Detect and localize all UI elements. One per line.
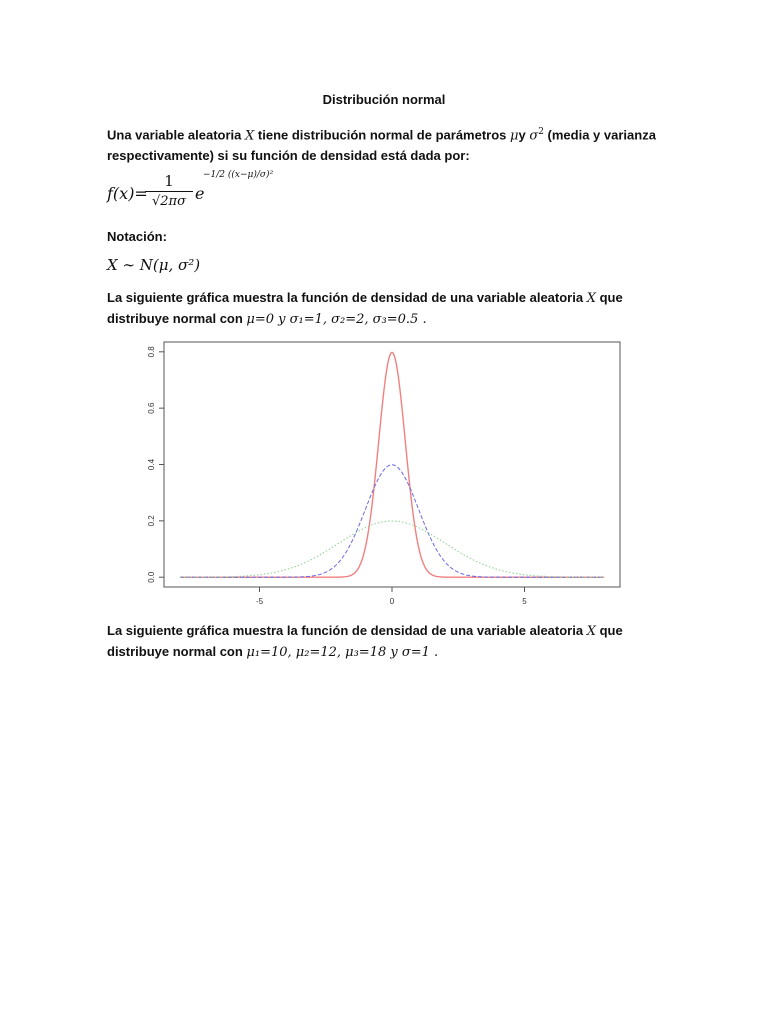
series-line-sigma-2 xyxy=(180,521,604,577)
intro-text-1: Una variable aleatoria xyxy=(107,127,246,143)
y-tick-label: 0.4 xyxy=(147,458,156,471)
para3-var-x: X xyxy=(586,624,596,639)
x-tick-label: 0 xyxy=(389,597,395,606)
notation-label: Notación: xyxy=(107,229,167,244)
para2-text-2: que distribuye normal con xyxy=(107,290,623,326)
formula-denominator: √2πσ xyxy=(152,194,186,209)
series-line-sigma-0-5 xyxy=(180,352,604,577)
notation-expression: X ∼ N(μ, σ²) xyxy=(107,256,201,274)
x-tick-label: -5 xyxy=(255,597,264,606)
para3-text-2: que distribuye normal con xyxy=(107,623,623,659)
plot-frame xyxy=(164,342,620,587)
formula-fx: f(x)= xyxy=(107,184,148,203)
chart2-paragraph xyxy=(107,621,667,663)
sigma-symbol: σ xyxy=(529,128,539,144)
intro-text-2: tiene distribución normal de parámetros xyxy=(254,127,511,143)
sigma-exponent: 2 xyxy=(538,127,544,137)
formula-numerator: 1 xyxy=(145,172,193,192)
para3-params: μ₁=10, μ₂=12, μ₃=18 y σ=1 . xyxy=(246,645,439,660)
para2-params: μ=0 y σ₁=1, σ₂=2, σ₃=0.5 . xyxy=(246,312,427,327)
formula-fraction xyxy=(145,172,193,209)
page-title: Distribución normal xyxy=(322,92,446,107)
para2-var-x: X xyxy=(586,291,596,306)
para3-text: La siguiente gráfica muestra la función de densidad de una variable aleatoria xyxy=(107,623,587,638)
y-word: y xyxy=(518,127,530,143)
mu-symbol: μ xyxy=(510,128,519,144)
x-tick-label: 5 xyxy=(522,597,527,606)
density-chart xyxy=(140,336,625,611)
y-tick-label: 0.6 xyxy=(147,402,156,414)
para2-text: La siguiente gráfica muestra la función de densidad de una variable aleatoria xyxy=(107,290,587,305)
var-x: X xyxy=(245,128,255,144)
intro-paragraph xyxy=(107,122,667,166)
formula-e: e xyxy=(195,184,205,203)
chart1-paragraph xyxy=(107,288,667,330)
y-tick-label: 0.8 xyxy=(147,346,156,358)
intro-text-3: (media y varianza respectivamente) si su función de densidad está dada por: xyxy=(107,127,656,164)
y-tick-label: 0.2 xyxy=(147,515,156,527)
y-tick-label: 0.0 xyxy=(147,571,156,583)
formula-exponent: −1/2 ((x−μ)/σ)² xyxy=(203,170,274,180)
